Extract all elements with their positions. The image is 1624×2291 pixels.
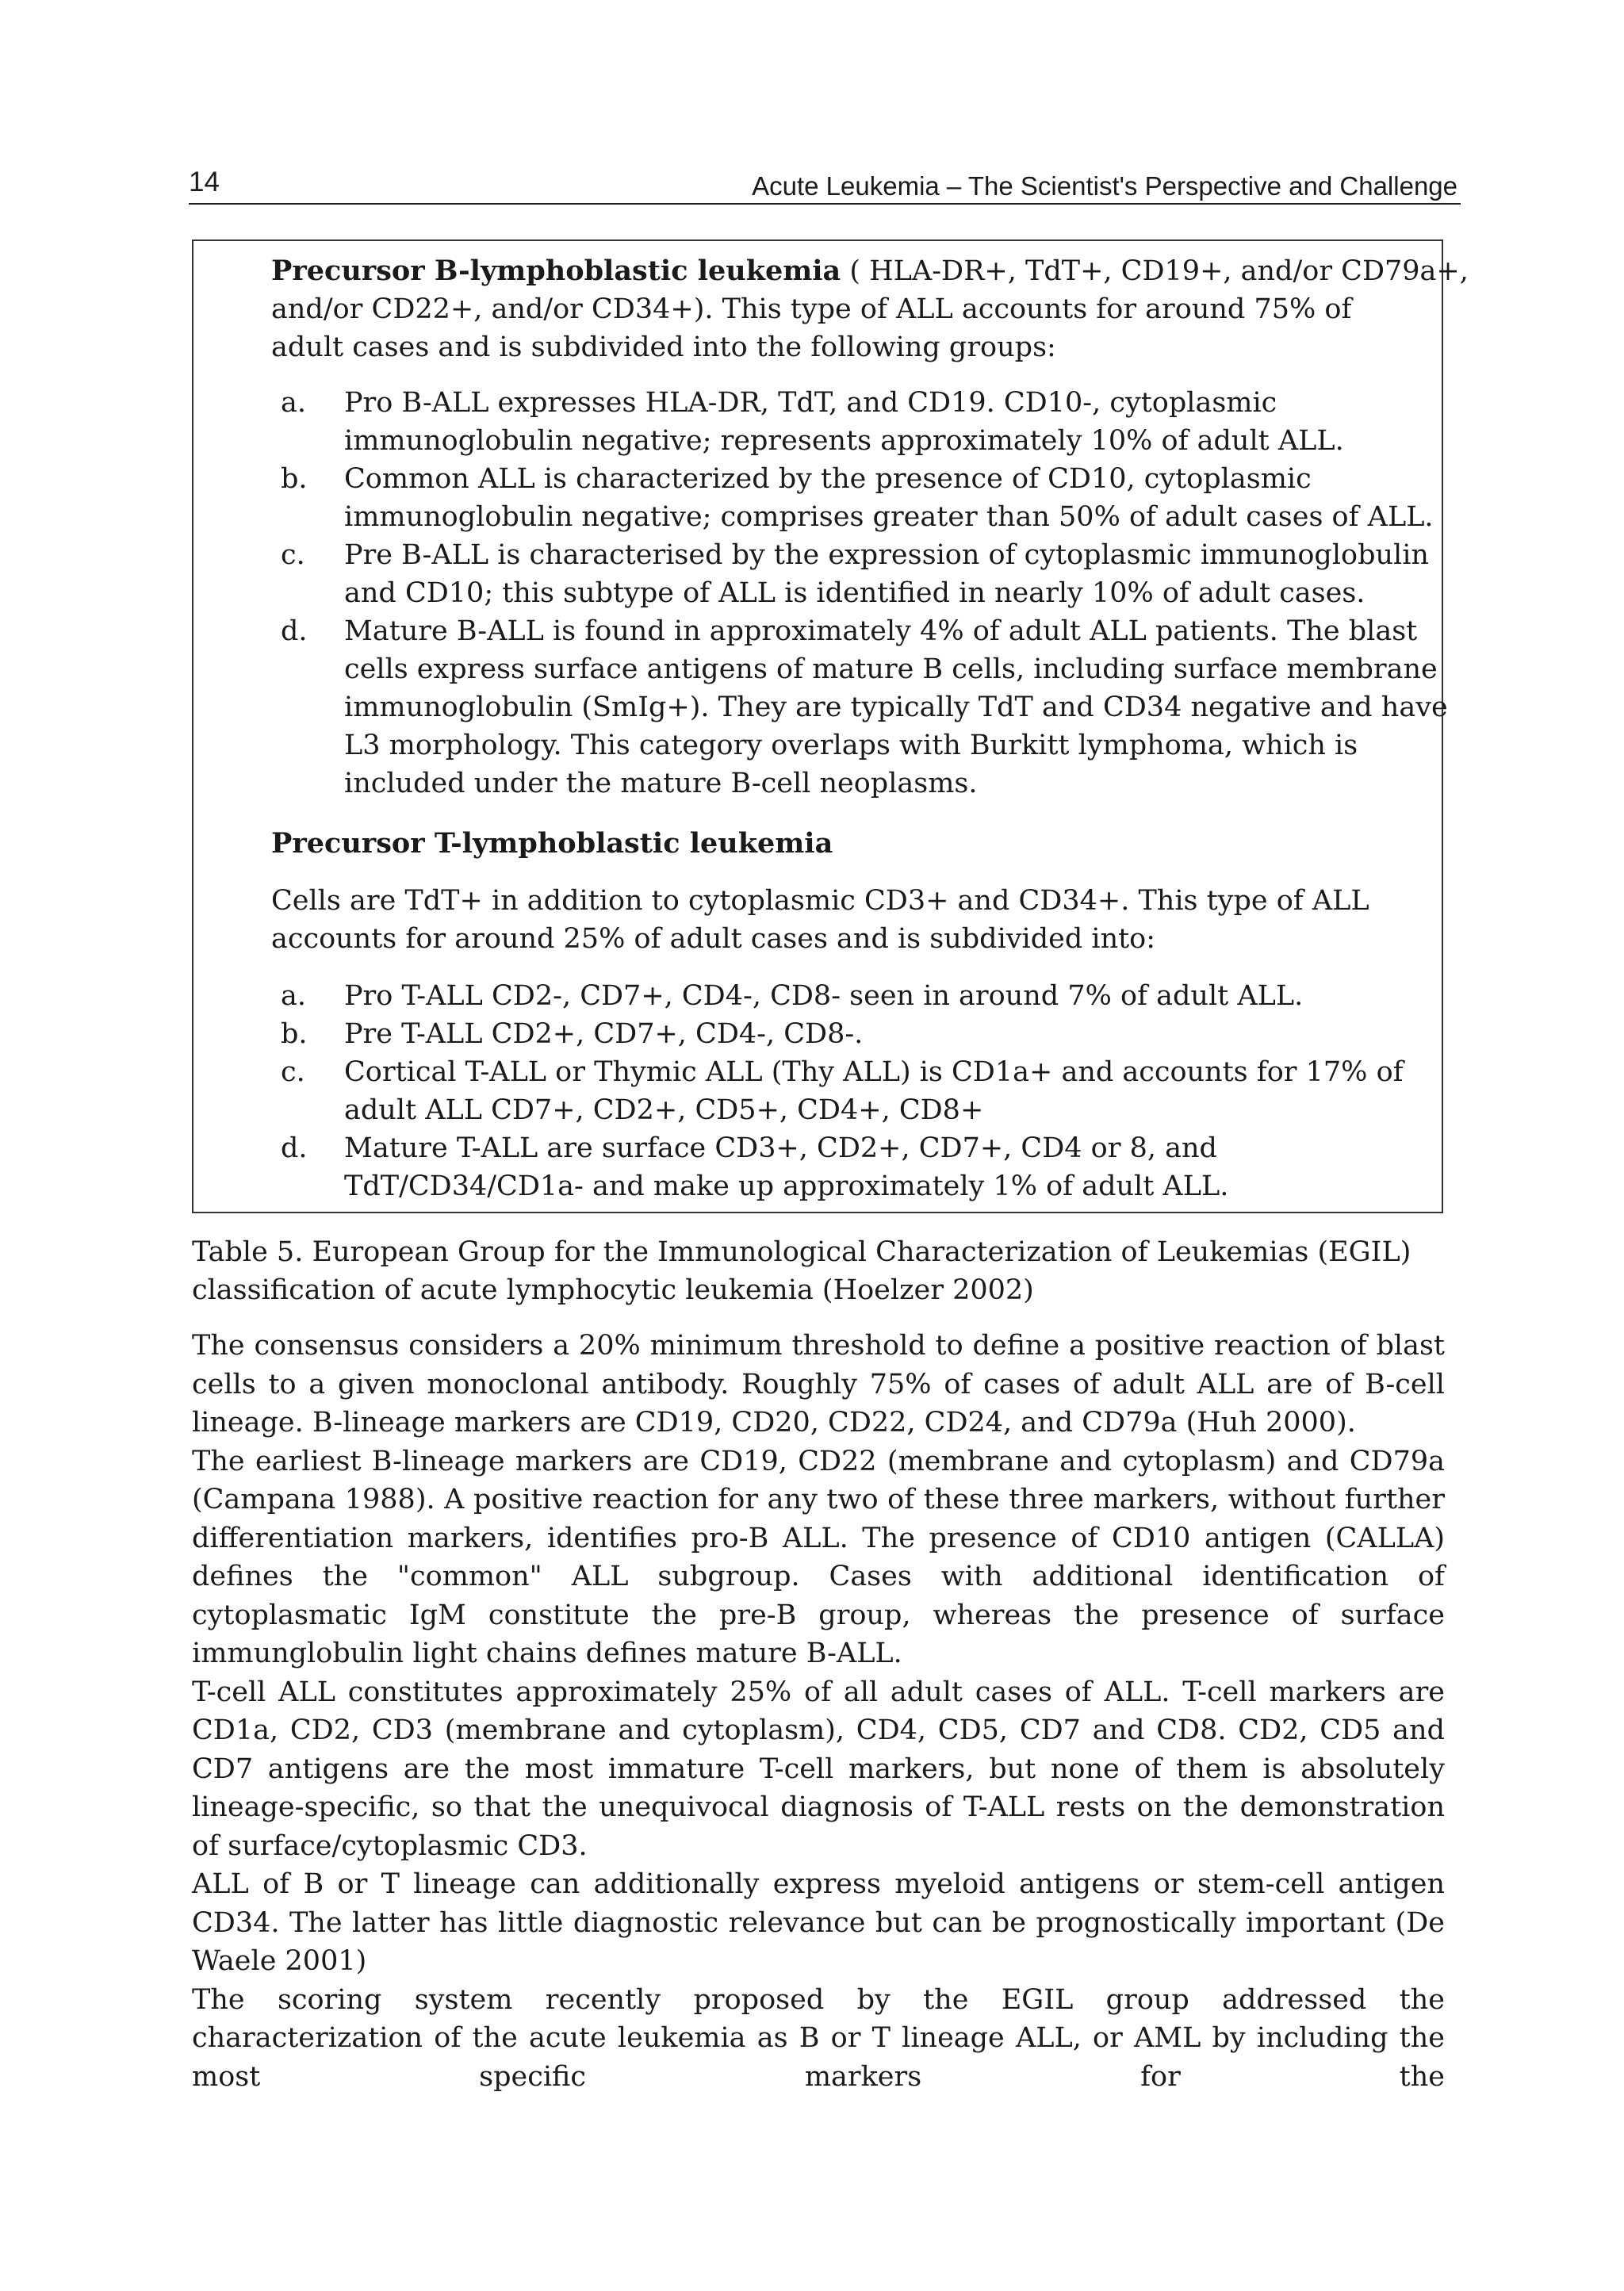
- t-section-title: Precursor T-lymphoblastic leukemia: [271, 827, 833, 860]
- b-item-b-line-2: immunoglobulin negative; comprises greater than 50% of adult cases of ALL.: [344, 501, 1434, 533]
- t-item-c-line-1: Cortical T-ALL or Thymic ALL (Thy ALL) is CD1a+ and accounts for 17% of: [344, 1056, 1404, 1088]
- b-item-d-line-1: Mature B-ALL is found in approximately 4% of adult ALL patients. The blast: [344, 615, 1418, 647]
- t-item-c-label: c.: [281, 1056, 305, 1088]
- classification-table-box: [192, 239, 1469, 1213]
- b-section-intro-line-2: and/or CD22+, and/or CD34+). This type of ALL accounts for around 75% of: [271, 293, 1352, 325]
- body-paragraph-3: T-cell ALL constitutes approximately 25% of all adult cases of ALL. T-cell markers are CD1a, CD2, CD3 (membrane and cytoplasm), CD4, CD5, CD7 and CD8. CD2, CD5 and CD7 antigens are the most immature T-cell markers, but none of them is absolutely lineage-specific, so that the unequivocal diagnosis of T-ALL rests on the demonstration of surface/cytoplasmic CD3.: [192, 1676, 1445, 1862]
- page-header: [189, 162, 1461, 205]
- b-item-a-label: a.: [281, 387, 306, 419]
- t-item-d-line-2: TdT/CD34/CD1a- and make up approximately 1% of adult ALL.: [344, 1170, 1229, 1202]
- b-item-b-label: b.: [281, 463, 308, 495]
- t-item-c-line-2: adult ALL CD7+, CD2+, CD5+, CD4+, CD8+: [344, 1094, 984, 1126]
- b-item-d-line-4: L3 morphology. This category overlaps with Burkitt lymphoma, which is: [344, 730, 1358, 761]
- t-item-d-line-1: Mature T-ALL are surface CD3+, CD2+, CD7+, CD4 or 8, and: [344, 1132, 1217, 1164]
- running-title: Acute Leukemia – The Scientist's Perspective and Challenge: [752, 171, 1457, 201]
- b-item-c-line-1: Pre B-ALL is characterised by the expression of cytoplasmic immunoglobulin: [344, 539, 1429, 571]
- body-paragraph-2: The earliest B-lineage markers are CD19, CD22 (membrane and cytoplasm) and CD79a (Campana 1988). A positive reaction for any two of these three markers, without further differentiation markers, identifies pro-B ALL. The presence of CD10 antigen (CALLA) defines the "common" ALL subgroup. Cases with additional identification of cytoplasmatic IgM constitute the pre-B group, whereas the presence of surface immunglobulin light chains defines mature B-ALL.: [192, 1445, 1445, 1669]
- body-paragraph-4: ALL of B or T lineage can additionally express myeloid antigens or stem-cell antigen CD34. The latter has little diagnostic relevance but can be prognostically important (De Waele 2001): [192, 1868, 1445, 1977]
- b-item-d-line-5: included under the mature B-cell neoplasms.: [344, 768, 978, 799]
- b-item-a-line-1: Pro B-ALL expresses HLA-DR, TdT, and CD19. CD10-, cytoplasmic: [344, 387, 1277, 419]
- t-item-b-label: b.: [281, 1018, 308, 1050]
- table-caption-line-2: classification of acute lymphocytic leukemia (Hoelzer 2002): [192, 1274, 1034, 1306]
- table-caption-line-1: Table 5. European Group for the Immunological Characterization of Leukemias (EGIL): [192, 1236, 1411, 1268]
- body-text: [192, 1327, 1445, 2096]
- b-item-d-line-2: cells express surface antigens of mature B cells, including surface membrane: [344, 653, 1438, 685]
- b-section-title: Precursor B-lymphoblastic leukemia: [271, 255, 841, 287]
- b-item-d-label: d.: [281, 615, 308, 647]
- t-item-a-line-1: Pro T-ALL CD2-, CD7+, CD4-, CD8- seen in around 7% of adult ALL.: [344, 980, 1304, 1012]
- b-section-intro-line-3: adult cases and is subdivided into the following groups:: [271, 331, 1056, 363]
- t-item-d-label: d.: [281, 1132, 308, 1164]
- t-item-a-label: a.: [281, 980, 306, 1012]
- t-item-b-line-1: Pre T-ALL CD2+, CD7+, CD4-, CD8-.: [344, 1018, 864, 1050]
- t-section-heading: [271, 825, 833, 863]
- b-item-c-line-2: and CD10; this subtype of ALL is identified in nearly 10% of adult cases.: [344, 577, 1365, 609]
- table-caption: [192, 1233, 1411, 1309]
- page-number: 14: [189, 167, 220, 197]
- b-section-heading-line: [271, 252, 1469, 290]
- b-item-b-line-1: Common ALL is characterized by the presence of CD10, cytoplasmic: [344, 463, 1312, 495]
- body-paragraph-5: The scoring system recently proposed by the EGIL group addressed the characterization of the acute leukemia as B or T lineage ALL, or AML by including the most specific markers for the: [192, 1983, 1445, 2093]
- t-section-intro-line-1: Cells are TdT+ in addition to cytoplasmic CD3+ and CD34+. This type of ALL: [271, 885, 1369, 917]
- b-section-intro-line-1: ( HLA-DR+, TdT+, CD19+, and/or CD79a+,: [841, 255, 1469, 287]
- t-section-intro-line-2: accounts for around 25% of adult cases and is subdivided into:: [271, 923, 1156, 955]
- b-item-d-line-3: immunoglobulin (SmIg+). They are typically TdT and CD34 negative and have: [344, 692, 1448, 723]
- b-item-c-label: c.: [281, 539, 305, 571]
- body-paragraph-1: The consensus considers a 20% minimum threshold to define a positive reaction of blast cells to a given monoclonal antibody. Roughly 75% of cases of adult ALL are of B-cell lineage. B-lineage markers are CD19, CD20, CD22, CD24, and CD79a (Huh 2000).: [192, 1330, 1445, 1439]
- b-item-a-line-2: immunoglobulin negative; represents approximately 10% of adult ALL.: [344, 425, 1344, 457]
